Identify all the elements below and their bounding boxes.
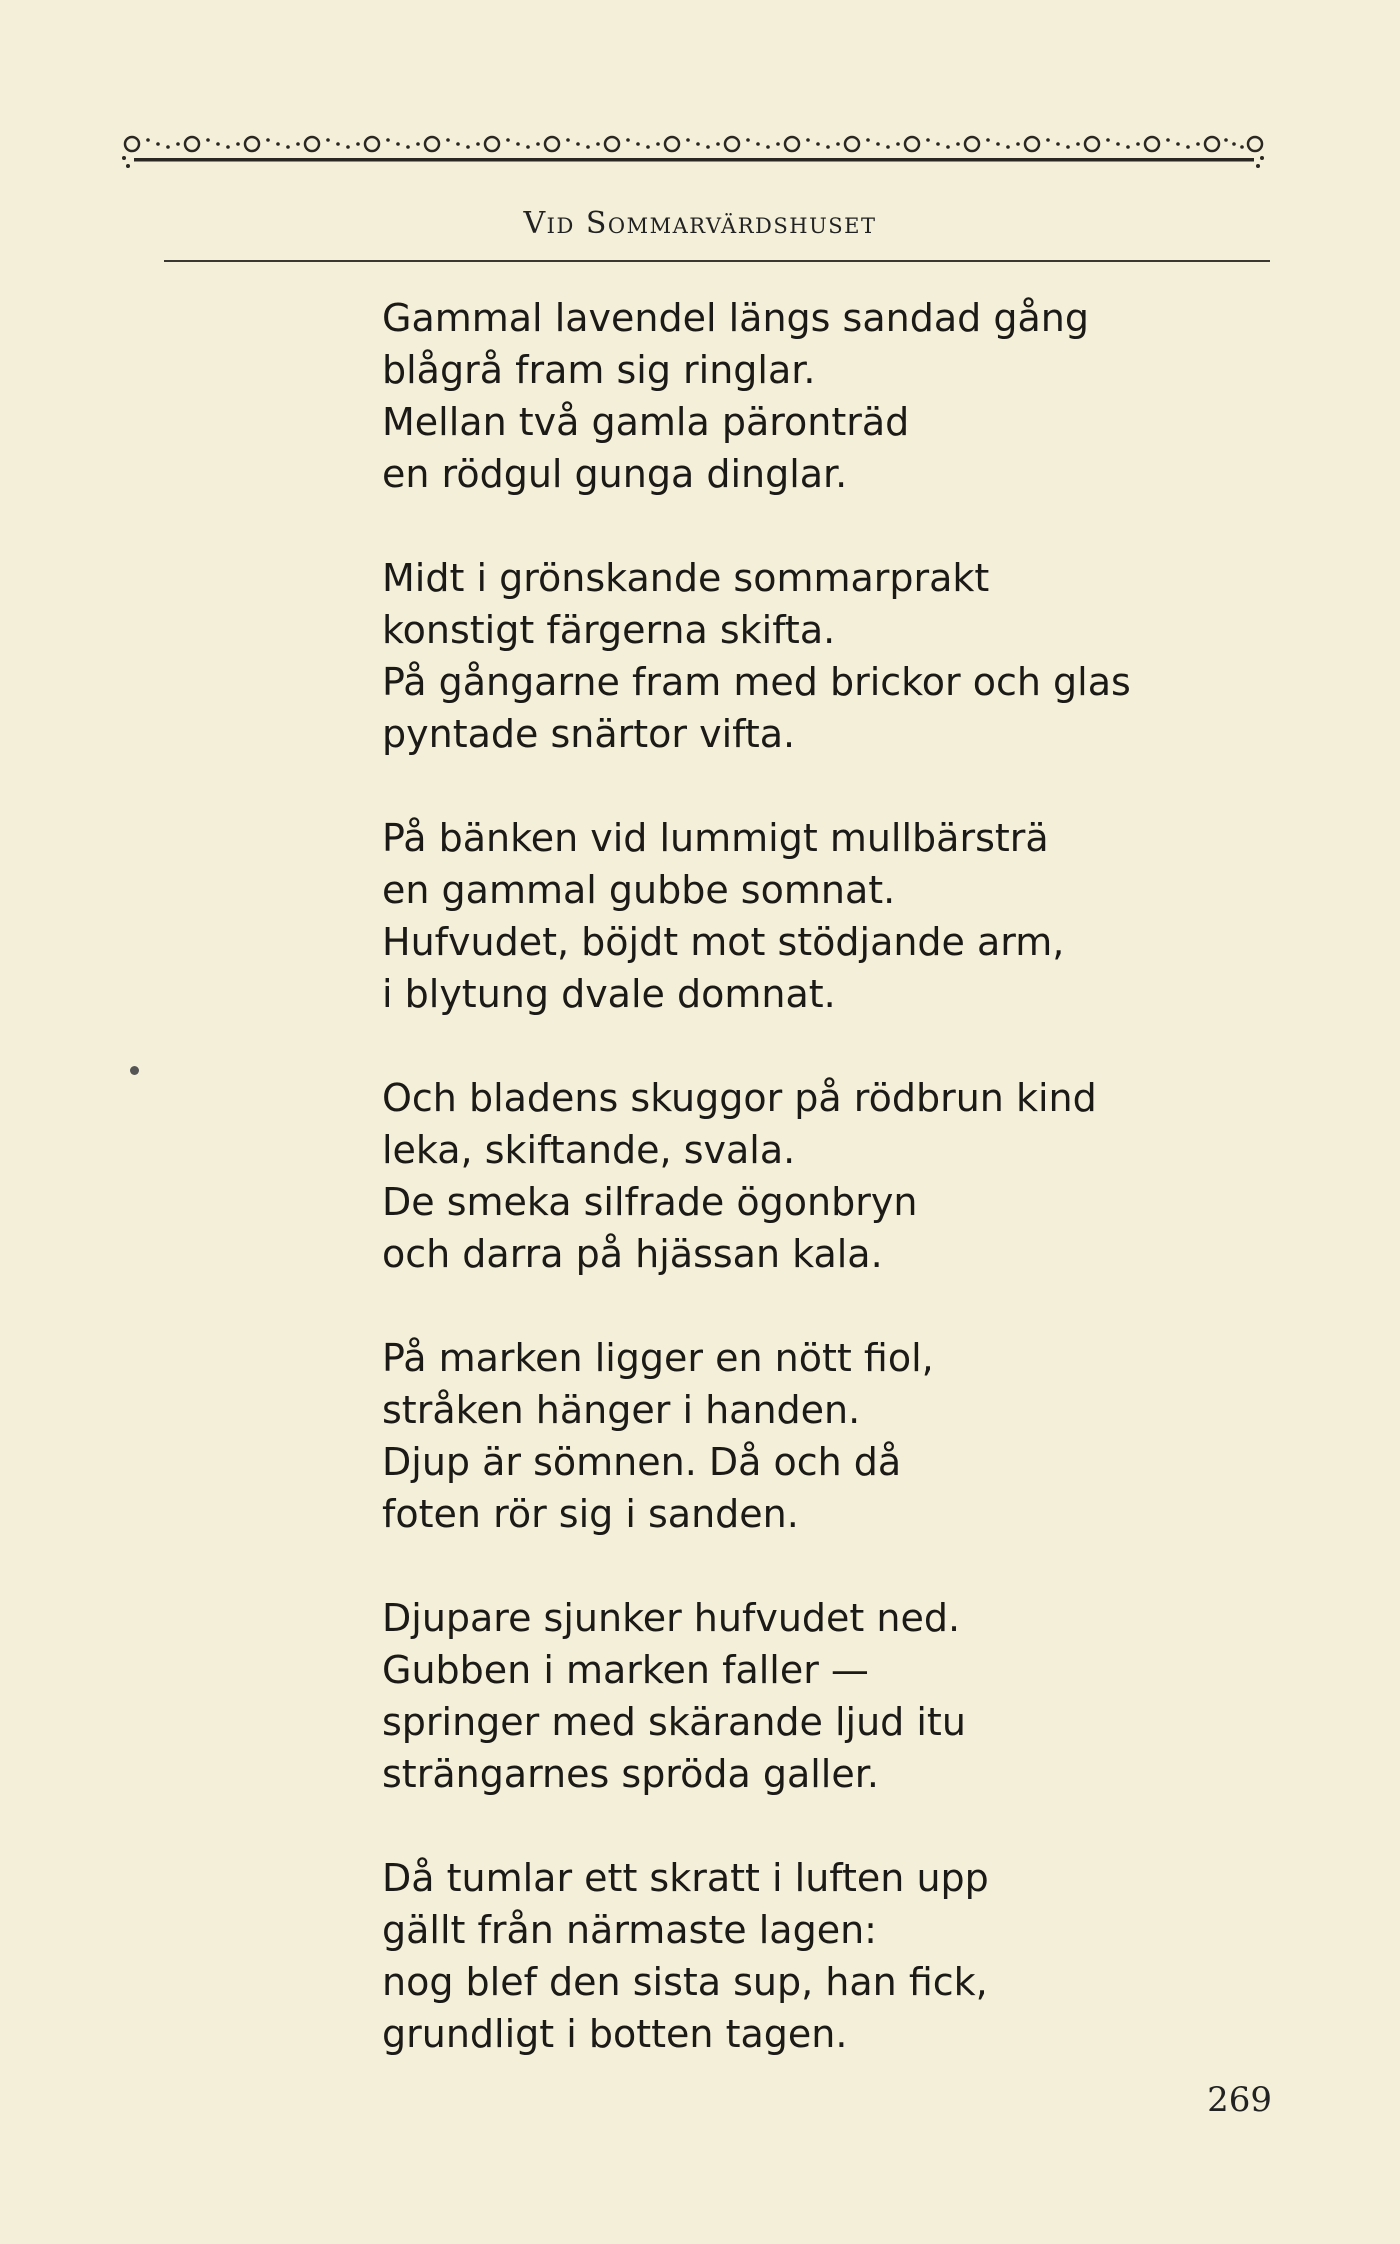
stanza [382,552,1282,760]
stanza [382,1592,1282,1800]
verse-line: konstigt färgerna skifta. [382,608,836,652]
verse-line: stråken hänger i handen. [382,1388,861,1432]
verse-line: en rödgul gunga dinglar. [382,452,848,496]
verse-line: Gubben i marken faller — [382,1648,869,1692]
verse-line: Då tumlar ett skratt i luften upp [382,1856,989,1900]
verse-line: springer med skärande ljud itu [382,1700,966,1744]
verse-line: leka, skiftande, svala. [382,1128,796,1172]
verse-line: Gammal lavendel längs sandad gång [382,296,1089,340]
verse-line: foten rör sig i sanden. [382,1492,799,1536]
page-number: 269 [1207,2080,1272,2120]
verse-line: På marken ligger en nött fiol, [382,1336,934,1380]
stanza [382,812,1282,1020]
poem [382,292,1282,2112]
verse-line: blågrå fram sig ringlar. [382,348,816,392]
verse-line: De smeka silfrade ögonbryn [382,1180,918,1224]
verse-line: Djup är sömnen. Då och då [382,1440,902,1484]
verse-line: Midt i grönskande sommarprakt [382,556,990,600]
verse-line: och darra på hjässan kala. [382,1232,883,1276]
verse-line: en gammal gubbe somnat. [382,868,896,912]
verse-line: nog blef den sista sup, han fick, [382,1960,988,2004]
header-rule [164,260,1270,262]
decorative-border-ornament [120,130,1270,180]
verse-line: På bänken vid lummigt mullbärsträ [382,816,1049,860]
verse-line: i blytung dvale domnat. [382,972,836,1016]
stanza [382,292,1282,500]
stray-ink-dot [130,1066,139,1075]
verse-line: Hufvudet, böjdt mot stödjande arm, [382,920,1065,964]
verse-line: grundligt i botten tagen. [382,2012,848,2056]
stanza [382,1332,1282,1540]
stanza [382,1072,1282,1280]
verse-line: På gångarne fram med brickor och glas [382,660,1131,704]
verse-line: Och bladens skuggor på rödbrun kind [382,1076,1097,1120]
verse-line: Djupare sjunker hufvudet ned. [382,1596,961,1640]
stanza [382,1852,1282,2060]
running-head: Vid Sommarvärdshuset [523,206,877,241]
verse-line: strängarnes spröda galler. [382,1752,879,1796]
verse-line: Mellan två gamla päronträd [382,400,910,444]
verse-line: pyntade snärtor vifta. [382,712,796,756]
verse-line: gällt från närmaste lagen: [382,1908,877,1952]
